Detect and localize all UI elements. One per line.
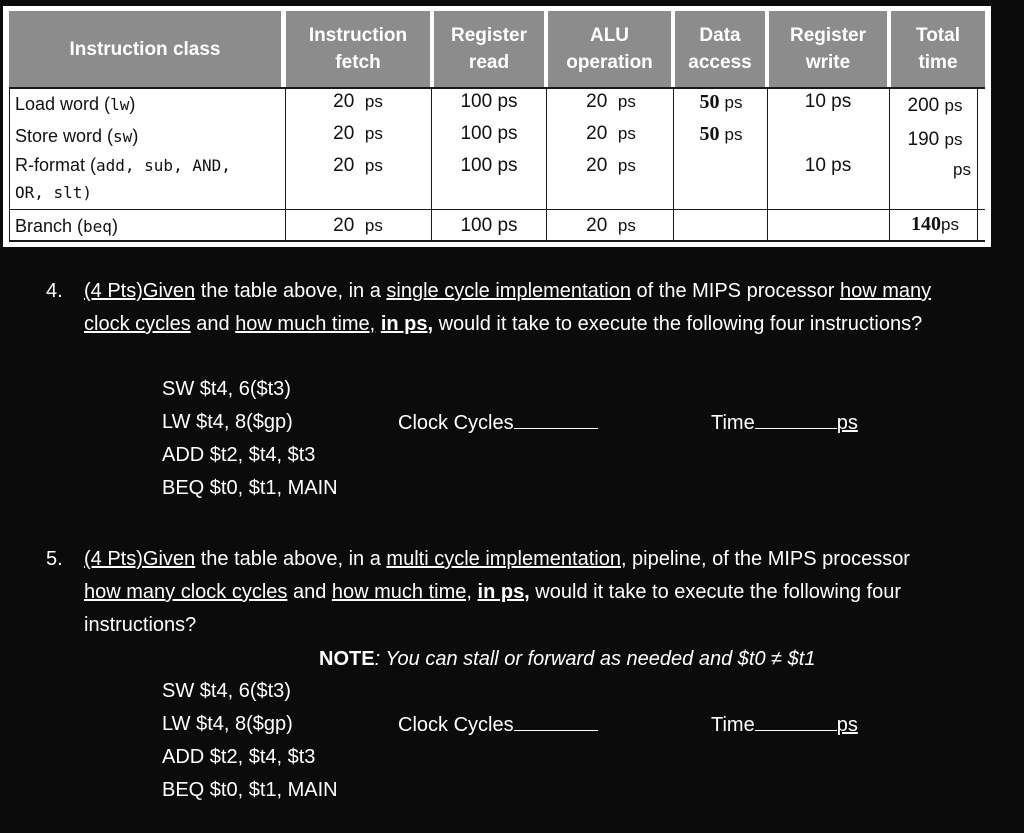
cell-read: 100 ps <box>460 91 518 112</box>
label-text: ) <box>111 216 118 236</box>
q-text: the table above, in a <box>195 548 387 570</box>
clock-cycles-blank[interactable] <box>514 410 598 429</box>
label-mnemonic: beq <box>83 217 112 236</box>
value: 20 <box>586 155 608 176</box>
value: 200 <box>907 95 940 116</box>
unit: ps <box>364 124 383 143</box>
time-answer-q4 <box>711 407 858 440</box>
instruction-timing-table <box>3 6 991 247</box>
header-text: Data <box>699 25 741 46</box>
time-blank[interactable] <box>755 712 837 731</box>
header-text: write <box>805 52 851 73</box>
label-mnemonic: OR, slt) <box>15 183 93 202</box>
clock-cycles-label: Clock Cycles <box>398 412 514 434</box>
time-label: Time <box>711 714 755 736</box>
label-text: R-format ( <box>15 155 96 175</box>
cell-total <box>893 90 977 122</box>
code-line: LW $t4, 8($gp) <box>162 411 293 433</box>
unit: ps <box>724 125 743 144</box>
header-text: fetch <box>335 52 381 73</box>
cell-total <box>893 124 977 156</box>
q-text: instructions? <box>84 614 197 636</box>
cell-total <box>893 208 977 241</box>
code-line: SW $t4, 6($t3) <box>162 680 291 702</box>
q-underlined: how many <box>839 280 932 302</box>
code-line: SW $t4, 6($t3) <box>162 378 291 400</box>
q-text: the table above, in a <box>195 280 387 302</box>
label-mnemonic: add, sub, AND, <box>96 156 231 175</box>
q-underlined: how much time, <box>331 581 472 603</box>
cell-fetch <box>303 210 413 242</box>
unit: ps <box>953 160 971 179</box>
value: 20 <box>333 155 355 176</box>
note-text: : You can stall or forward as needed and $t0 ≠ $t1 <box>374 648 816 670</box>
table-rule <box>431 87 432 241</box>
label-text: Branch ( <box>15 216 84 236</box>
unit: ps <box>364 216 383 235</box>
code-line: ADD $t2, $t4, $t3 <box>162 746 316 768</box>
note-label: NOTE <box>319 648 375 670</box>
code-line: ADD $t2, $t4, $t3 <box>162 444 316 466</box>
unit: ps <box>944 130 963 149</box>
clock-cycles-answer-q5 <box>398 709 598 742</box>
label-text: Load word ( <box>15 94 111 114</box>
header-text: Instruction class <box>69 38 221 60</box>
q-text: would it take to execute the following four instructions? <box>433 313 923 335</box>
cell-alu <box>559 86 663 118</box>
header-data-access <box>675 11 765 87</box>
cell-read: 100 ps <box>460 123 518 144</box>
cell-write: 10 ps <box>804 91 852 112</box>
q-text: of the MIPS processor <box>630 280 840 302</box>
cell-fetch <box>303 118 413 150</box>
question-4-text <box>84 275 1020 341</box>
ps-label: ps <box>836 412 858 434</box>
unit: ps <box>944 96 963 115</box>
code-line: BEQ $t0, $t1, MAIN <box>162 779 338 801</box>
unit: ps <box>617 124 636 143</box>
question-4-number: 4. <box>46 280 63 302</box>
row-label-branch <box>15 210 283 243</box>
table-rule <box>673 87 674 241</box>
table-rule <box>977 87 978 241</box>
code-block-q4 <box>162 373 338 505</box>
ps-label: ps <box>836 714 858 736</box>
header-text: read <box>468 52 510 73</box>
cell-fetch <box>303 86 413 118</box>
cell-data <box>679 118 763 151</box>
points-label: (4 Pts)Given <box>84 548 196 570</box>
cell-alu <box>559 210 663 242</box>
label-text: Store word ( <box>15 126 114 146</box>
cell-fetch <box>303 150 413 182</box>
unit: ps <box>364 156 383 175</box>
q-underlined: how many clock cycles <box>84 581 288 603</box>
table-rule <box>9 87 10 241</box>
clock-cycles-answer-q4 <box>398 407 598 440</box>
code-line: LW $t4, 8($gp) <box>162 713 293 735</box>
question-5-number: 5. <box>46 548 63 570</box>
clock-cycles-label: Clock Cycles <box>398 714 514 736</box>
cell-read: 100 ps <box>460 215 518 236</box>
header-text: Register <box>789 25 867 46</box>
cell-write: 10 ps <box>804 155 852 176</box>
q-underlined: clock cycles <box>84 313 191 335</box>
label-mnemonic: sw <box>113 127 133 146</box>
table-rule <box>767 87 768 241</box>
row-label-r-format <box>15 152 283 206</box>
unit: ps <box>724 93 743 112</box>
value: 50 <box>699 91 720 113</box>
label-mnemonic: lw <box>110 95 130 114</box>
header-instruction-fetch <box>286 11 430 87</box>
value: 20 <box>333 123 355 144</box>
clock-cycles-blank[interactable] <box>514 712 598 731</box>
q-underlined-bold: in ps, <box>380 313 434 335</box>
cell-alu <box>559 150 663 182</box>
header-text: Total <box>916 25 960 46</box>
q-underlined: how much time, <box>235 313 376 335</box>
time-answer-q5 <box>711 709 858 742</box>
q-underlined: single cycle implementation <box>386 280 631 302</box>
time-label: Time <box>711 412 755 434</box>
header-text: ALU <box>589 25 630 46</box>
code-line: BEQ $t0, $t1, MAIN <box>162 477 338 499</box>
header-register-read <box>434 11 544 87</box>
header-register-write <box>769 11 887 87</box>
value: 140 <box>911 213 942 235</box>
header-text: Instruction <box>308 25 408 46</box>
value: 20 <box>586 91 608 112</box>
value: 20 <box>586 123 608 144</box>
value: 20 <box>586 215 608 236</box>
note <box>319 643 815 676</box>
table-rule <box>285 87 286 241</box>
row-label-load-word <box>15 88 283 121</box>
q-underlined: multi cycle implementation <box>386 548 621 570</box>
q-underlined-bold: in ps, <box>477 581 530 603</box>
q-text: would it take to execute the following four <box>529 581 902 603</box>
value: 20 <box>333 91 355 112</box>
cell-data <box>679 86 763 119</box>
cell-total <box>893 154 977 186</box>
label-text: ) <box>129 94 136 114</box>
time-blank[interactable] <box>755 410 837 429</box>
unit: ps <box>941 215 959 234</box>
code-block-q5 <box>162 675 338 807</box>
value: 190 <box>907 129 940 150</box>
unit: ps <box>617 156 636 175</box>
row-label-store-word <box>15 120 283 153</box>
q-text: , pipeline, of the MIPS processor <box>620 548 910 570</box>
header-instruction-class <box>9 11 281 87</box>
header-alu-operation <box>548 11 671 87</box>
table-rule <box>546 87 547 241</box>
label-text: ) <box>132 126 139 146</box>
header-text: Register <box>450 25 528 46</box>
header-text: access <box>688 52 752 73</box>
question-5-text <box>84 543 1020 642</box>
header-text: time <box>918 52 958 73</box>
cell-alu <box>559 118 663 150</box>
header-total-time <box>891 11 985 87</box>
header-text: operation <box>566 52 653 73</box>
value: 20 <box>333 215 355 236</box>
table-rule <box>889 87 890 241</box>
cell-read: 100 ps <box>460 155 518 176</box>
unit: ps <box>617 92 636 111</box>
q-text: and <box>190 313 236 335</box>
points-label: (4 Pts)Given <box>84 280 196 302</box>
value: 50 <box>699 123 720 145</box>
q-text: and <box>287 581 332 603</box>
unit: ps <box>617 216 636 235</box>
unit: ps <box>364 92 383 111</box>
